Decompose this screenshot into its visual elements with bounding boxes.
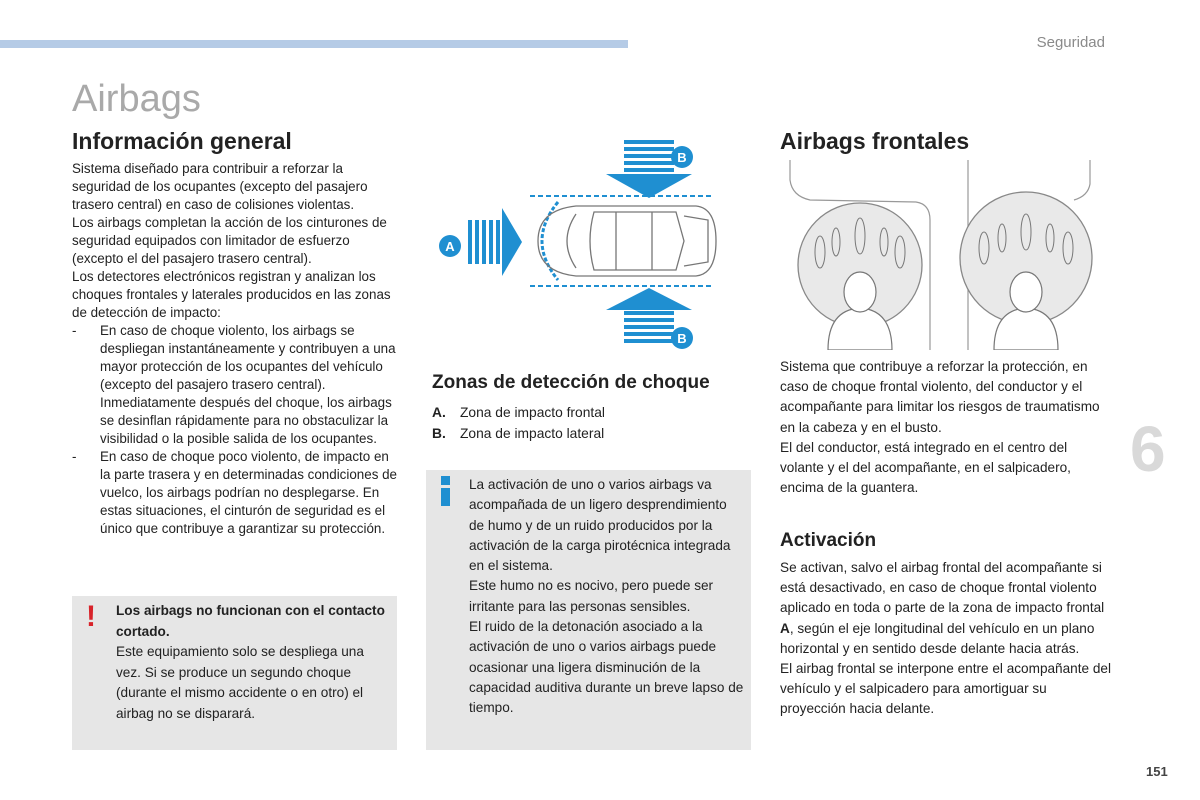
- zone-key: A.: [432, 405, 446, 420]
- chapter-number: 6: [1130, 413, 1166, 485]
- general-text: [72, 160, 402, 538]
- list-item: [432, 402, 605, 423]
- zones-heading: Zonas de detección de choque: [432, 372, 710, 393]
- badge-a-label: A: [445, 239, 455, 254]
- passenger-airbag: [960, 192, 1092, 350]
- impact-zones-diagram: [426, 138, 726, 354]
- frontal-heading: Airbags frontales: [780, 128, 970, 154]
- info-paragraph: Este humo no es nocivo, pero puede ser irritante para las personas sensibles.: [469, 578, 714, 614]
- frontal-paragraph: El del conductor, está integrado en el centro del volante y el del acompañante, en el salpicadero, encima de la guantera.: [780, 439, 1071, 496]
- bullet-text: En caso de choque poco violento, de impacto en la parte trasera y en determinadas condiciones de vuelco, los airbags podrían no desplegarse. En estas situaciones, el cinturón de seguridad es el único que contribuye a garantizar su protección.: [100, 449, 398, 536]
- frontal-paragraph: Sistema que contribuye a reforzar la protección, en caso de choque frontal violento, del conductor y el acompañante para limitar los riesgos de traumatismo en la cabeza y en el busto.: [780, 359, 1100, 435]
- header-accent-bar: [0, 40, 628, 48]
- activation-zone-key: A: [780, 620, 790, 636]
- zones-list: [432, 402, 605, 444]
- page-title: Airbags: [72, 78, 201, 120]
- general-paragraph: Sistema diseñado para contribuir a reforzar la seguridad de los ocupantes (excepto del pasajero trasero central) en caso de colisiones violentas.: [72, 161, 368, 212]
- activation-heading: Activación: [780, 530, 877, 551]
- front-zone-arc: [542, 202, 558, 280]
- car-top-view: [538, 206, 716, 276]
- general-heading: Información general: [72, 128, 292, 154]
- activation-paragraph: [780, 558, 1112, 659]
- info-text: [469, 475, 745, 719]
- activation-text-start: Se activan, salvo el airbag frontal del acompañante si está desactivado, en caso de choque frontal violento aplicado en toda o parte de la zona de impacto frontal: [780, 560, 1105, 616]
- info-paragraph: La activación de uno o varios airbags va acompañada de un ligero desprendimiento de humo y de un ruido producidos por la activación de la carga pirotécnica integrada en el sistema.: [469, 477, 731, 574]
- frontal-airbags-illustration: [788, 160, 1098, 350]
- list-item: [432, 423, 605, 444]
- list-item: [72, 322, 402, 448]
- info-icon: [441, 476, 451, 506]
- warning-body: Este equipamiento solo se despliega una vez. Si se produce un segundo choque (durante el mismo accidente o en otro) el airbag no se disparará.: [116, 644, 364, 721]
- info-box: [426, 470, 751, 750]
- page-number: 151: [1146, 764, 1168, 779]
- activation-paragraph: El airbag frontal se interpone entre el acompañante del vehículo y el salpicadero para amortiguar su proyección hacia delante.: [780, 661, 1111, 717]
- bullet-dash: -: [72, 449, 77, 464]
- list-item: [72, 448, 402, 538]
- warning-text: [116, 601, 388, 724]
- general-paragraph: Los detectores electrónicos registran y analizan los choques frontales y laterales producidos en las zonas de detección de impacto:: [72, 269, 391, 320]
- activation-text-end: , según el eje longitudinal del vehículo en un plano horizontal y en sentido desde delante hacia atrás.: [780, 620, 1095, 656]
- driver-airbag: [798, 203, 922, 350]
- info-paragraph: El ruido de la detonación asociado a la activación de uno o varios airbags puede ocasionar una ligera disminución de la capacidad auditiva durante un breve lapso de tiempo.: [469, 619, 744, 716]
- warning-box: [72, 596, 397, 750]
- warning-icon: !: [86, 600, 96, 633]
- badge-b-top-label: B: [677, 150, 687, 165]
- zone-key: B.: [432, 426, 446, 441]
- warning-bold: Los airbags no funcionan con el contacto cortado.: [116, 603, 385, 639]
- zone-text: Zona de impacto frontal: [460, 405, 605, 420]
- badge-b-bottom-label: B: [677, 331, 687, 346]
- general-paragraph: Los airbags completan la acción de los cinturones de seguridad equipados con limitador de esfuerzo (excepto el del pasajero trasero central).: [72, 215, 387, 266]
- zone-text: Zona de impacto lateral: [460, 426, 605, 441]
- section-label: Seguridad: [1036, 34, 1105, 51]
- frontal-text: [780, 357, 1112, 498]
- bullet-dash: -: [72, 323, 77, 338]
- activation-text: [780, 558, 1112, 720]
- front-impact-arrow: [468, 208, 522, 276]
- bullet-text: En caso de choque violento, los airbags se despliegan instantáneamente y contribuyen a una mayor protección de los ocupantes del vehículo (excepto del pasajero trasero central). Inmediatamente después del choque, los airbags se desinflan rápidamente para no obstaculizar la visibilidad o la posible salida de los ocupantes.: [100, 323, 396, 446]
